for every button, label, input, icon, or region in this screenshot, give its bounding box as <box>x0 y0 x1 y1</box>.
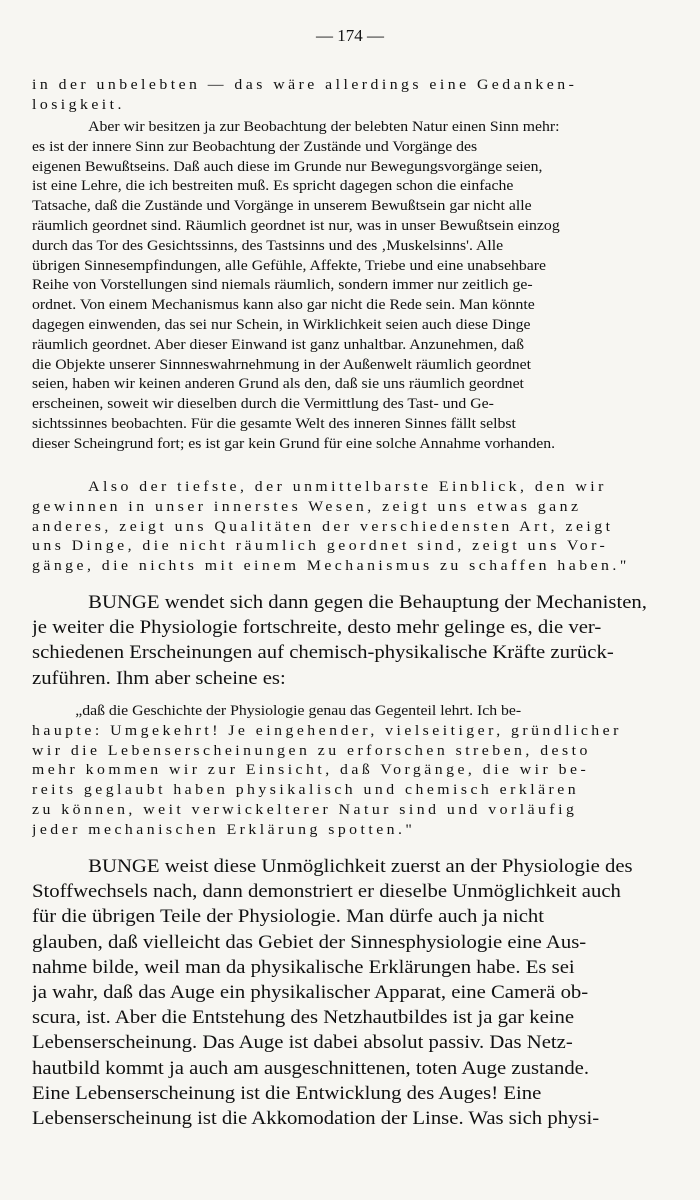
text-line: ja wahr, daß das Auge ein physikalischer Apparat, eine Camerä ob- <box>32 982 589 1004</box>
text-line: „daß die Geschichte der Physiologie genau das Gegenteil lehrt. Ich be- <box>75 703 522 719</box>
text-line: je weiter die Physiologie fortschreite, desto mehr gelinge es, die ver- <box>32 617 602 639</box>
text-line: wir die Lebenserscheinungen zu erforschen streben, desto <box>32 742 591 759</box>
text-line: räumlich geordnet sind. Räumlich geordnet ist nur, was in unser Bewußtsein einzog <box>32 217 560 234</box>
paragraph-3 <box>32 478 682 577</box>
text-line: uns Dinge, die nicht räumlich geordnet sind, zeigt uns Vor- <box>32 538 609 555</box>
text-line: sichtssinnes beobachten. Für die gesamte Welt des inneren Sinnes fällt selbst <box>32 415 516 432</box>
text-line: zuführen. Ihm aber scheine es: <box>32 667 286 689</box>
text-line: nahme bilde, weil man da physikalische Erklärungen habe. Es sei <box>32 956 575 978</box>
text-line: hautbild kommt ja auch am ausgeschnittenen, toten Auge zustande. <box>32 1057 590 1079</box>
text-line: Tatsache, daß die Zustände und Vorgänge in unserem Bewußtsein gar nicht alle <box>32 198 532 215</box>
text-line: Eine Lebenserscheinung ist die Entwicklung des Auges! Eine <box>32 1082 542 1104</box>
text-line: scura, ist. Aber die Entstehung des Netzhautbildes ist ja gar keine <box>32 1007 575 1029</box>
text-line: BUNGE wendet sich dann gegen die Behauptung der Mechanisten, <box>88 592 647 613</box>
text-line: Reihe von Vorstellungen sind niemals räumlich, sondern immer nur zeitlich ge- <box>32 277 533 294</box>
text-line: Stoffwechsels nach, dann demonstriert er dieselbe Unmöglichkeit auch <box>32 881 621 903</box>
text-line: Lebenserscheinung. Das Auge ist dabei absolut passiv. Das Netz- <box>32 1032 573 1054</box>
text-line: Also der tiefste, der unmittelbarste Einblick, den wir <box>88 479 607 495</box>
text-line: übrigen Sinnesempfindungen, alle Gefühle, Affekte, Triebe und eine unabsehbare <box>32 257 547 274</box>
text-line: dagegen einwenden, das sei nur Schein, in Wirklichkeit seien auch diese Dinge <box>32 316 531 333</box>
text-line: Lebenserscheinung ist die Akkomodation der Linse. Was sich physi- <box>32 1108 600 1130</box>
text-line: mehr kommen wir zur Einsicht, daß Vorgänge, die wir be- <box>32 762 590 779</box>
text-line: erscheinen, soweit wir dieselben durch die Vermittlung des Tast- und Ge- <box>32 396 494 413</box>
text-line: haupte: Umgekehrt! Je eingehender, vielseitiger, gründlicher <box>32 722 622 739</box>
text-line: die Objekte unserer Sinnneswahrnehmung in der Außenwelt räumlich geordnet <box>32 356 531 373</box>
block-quote <box>32 702 682 841</box>
text-line: BUNGE weist diese Unmöglichkeit zuerst an der Physiologie des <box>88 856 633 877</box>
text-line: gewinnen in unser innerstes Wesen, zeigt uns etwas ganz <box>32 498 582 515</box>
text-line: ist eine Lehre, die ich bestreiten muß. Es spricht dagegen schon die einfache <box>32 178 514 195</box>
text-line: glauben, daß vielleicht das Gebiet der Sinnesphysiologie eine Aus- <box>32 931 587 953</box>
text-line: anderes, zeigt uns Qualitäten der verschiedensten Art, zeigt <box>32 518 614 535</box>
text-line: losigkeit. <box>32 96 125 113</box>
text-line: räumlich geordnet. Aber dieser Einwand ist ganz unhaltbar. Anzunehmen, daß <box>32 336 524 353</box>
text-line: Aber wir besitzen ja zur Beobachtung der belebten Natur einen Sinn mehr: <box>88 119 560 135</box>
text-line: dieser Scheingrund fort; es ist gar kein Grund für eine solche Annahme vorhanden. <box>32 435 556 452</box>
paragraph-4 <box>32 590 682 691</box>
text-line: eigenen Bewußtseins. Daß auch diese im Grunde nur Bewegungsvorgänge seien, <box>32 158 543 175</box>
text-line: zu können, weit verwickelterer Natur sind und vorläufig <box>32 801 578 818</box>
text-line: für die übrigen Teile der Physiologie. Man dürfe auch ja nicht <box>32 906 545 928</box>
page-number: — 174 — <box>316 26 384 45</box>
paragraph-2 <box>32 118 682 455</box>
text-line: schiedenen Erscheinungen auf chemisch-physikalische Kräfte zurück- <box>32 642 614 664</box>
paragraph-5 <box>32 854 682 1131</box>
text-line: reits geglaubt haben physikalisch und chemisch erklären <box>32 782 580 799</box>
text-line: es ist der innere Sinn zur Beobachtung der Zustände und Vorgänge des <box>32 138 478 155</box>
text-line: seien, haben wir keinen anderen Grund als den, daß sie uns räumlich geordnet <box>32 376 524 393</box>
paragraph-1 <box>32 76 682 116</box>
text-line: jeder mechanischen Erklärung spotten." <box>32 821 416 838</box>
text-line: gänge, die nichts mit einem Mechanismus zu schaffen haben." <box>32 558 630 575</box>
text-line: in der unbelebten — das wäre allerdings eine Gedanken- <box>32 77 578 93</box>
text-line: ordnet. Von einem Mechanismus kann also gar nicht die Rede sein. Man könnte <box>32 297 535 314</box>
text-line: durch das Tor des Gesichtssinns, des Tastsinns und des ‚Muskelsinns'. Alle <box>32 237 504 254</box>
